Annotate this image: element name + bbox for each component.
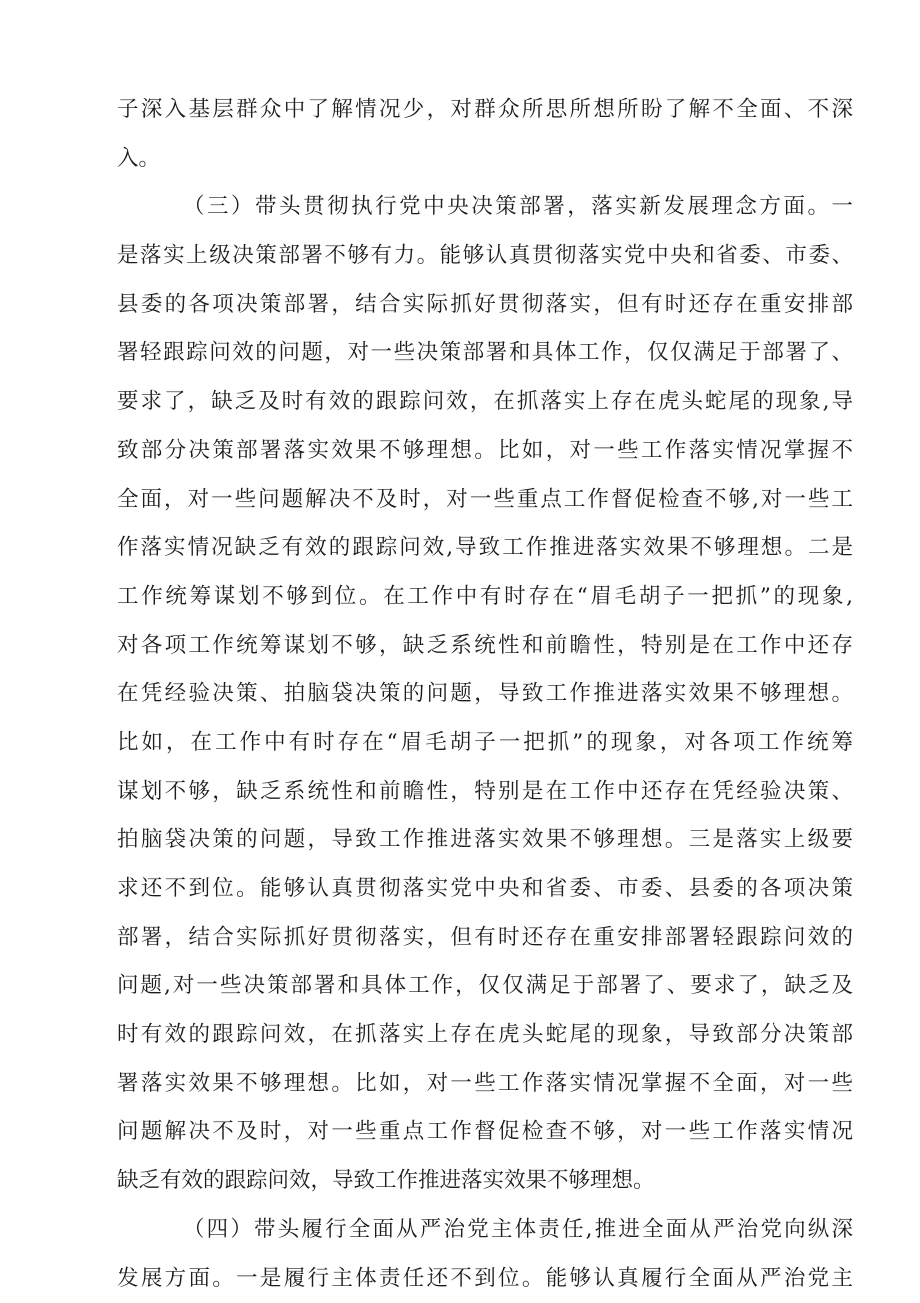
text-line: 部署，结合实际抓好贯彻落实，但有时还存在重安排部署轻跟踪问效的 <box>117 914 853 963</box>
text-line: （三）带头贯彻执行党中央决策部署，落实新发展理念方面。一 <box>117 183 853 232</box>
text-line: 发展方面。一是履行主体责任还不到位。能够认真履行全面从严治党主 <box>117 1255 853 1303</box>
text-line: 要求了，缺乏及时有效的跟踪问效，在抓落实上存在虎头蛇尾的现象,导 <box>117 378 853 427</box>
text-line: 署轻跟踪问效的问题，对一些决策部署和具体工作，仅仅满足于部署了、 <box>117 329 853 378</box>
document-body <box>117 86 853 1303</box>
text-line: 谋划不够，缺乏系统性和前瞻性，特别是在工作中还存在凭经验决策、 <box>117 768 853 817</box>
paragraph-p-continued <box>117 86 853 183</box>
text-line: 时有效的跟踪问效，在抓落实上存在虎头蛇尾的现象，导致部分决策部 <box>117 1011 853 1060</box>
paragraph-p-section-3 <box>117 183 853 1205</box>
text-line: 问题,对一些决策部署和具体工作，仅仅满足于部署了、要求了，缺乏及 <box>117 962 853 1011</box>
text-line: 全面，对一些问题解决不及时，对一些重点工作督促检查不够,对一些工 <box>117 476 853 525</box>
text-line: 作落实情况缺乏有效的跟踪问效,导致工作推进落实效果不够理想。二是 <box>117 524 853 573</box>
text-line: 子深入基层群众中了解情况少，对群众所思所想所盼了解不全面、不深 <box>117 86 853 135</box>
document-page <box>117 86 853 1303</box>
text-line: 求还不到位。能够认真贯彻落实党中央和省委、市委、县委的各项决策 <box>117 865 853 914</box>
text-line: 缺乏有效的跟踪问效，导致工作推进落实效果不够理想。 <box>117 1157 853 1206</box>
paragraph-p-section-4 <box>117 1206 853 1303</box>
text-line: 对各项工作统筹谋划不够，缺乏系统性和前瞻性，特别是在工作中还存 <box>117 622 853 671</box>
text-line: 问题解决不及时，对一些重点工作督促检查不够，对一些工作落实情况 <box>117 1108 853 1157</box>
text-line: 署落实效果不够理想。比如，对一些工作落实情况掌握不全面，对一些 <box>117 1060 853 1109</box>
text-line: 工作统筹谋划不够到位。在工作中有时存在“眉毛胡子一把抓”的现象, <box>117 573 853 622</box>
text-line: 在凭经验决策、拍脑袋决策的问题，导致工作推进落实效果不够理想。 <box>117 670 853 719</box>
text-line: 比如，在工作中有时存在“眉毛胡子一把抓”的现象，对各项工作统筹 <box>117 719 853 768</box>
text-line: （四）带头履行全面从严治党主体责任,推进全面从严治党向纵深 <box>117 1206 853 1255</box>
text-line: 县委的各项决策部署，结合实际抓好贯彻落实，但有时还存在重安排部 <box>117 281 853 330</box>
text-line: 是落实上级决策部署不够有力。能够认真贯彻落实党中央和省委、市委、 <box>117 232 853 281</box>
text-line: 拍脑袋决策的问题，导致工作推进落实效果不够理想。三是落实上级要 <box>117 816 853 865</box>
text-line: 入。 <box>117 135 853 184</box>
text-line: 致部分决策部署落实效果不够理想。比如，对一些工作落实情况掌握不 <box>117 427 853 476</box>
